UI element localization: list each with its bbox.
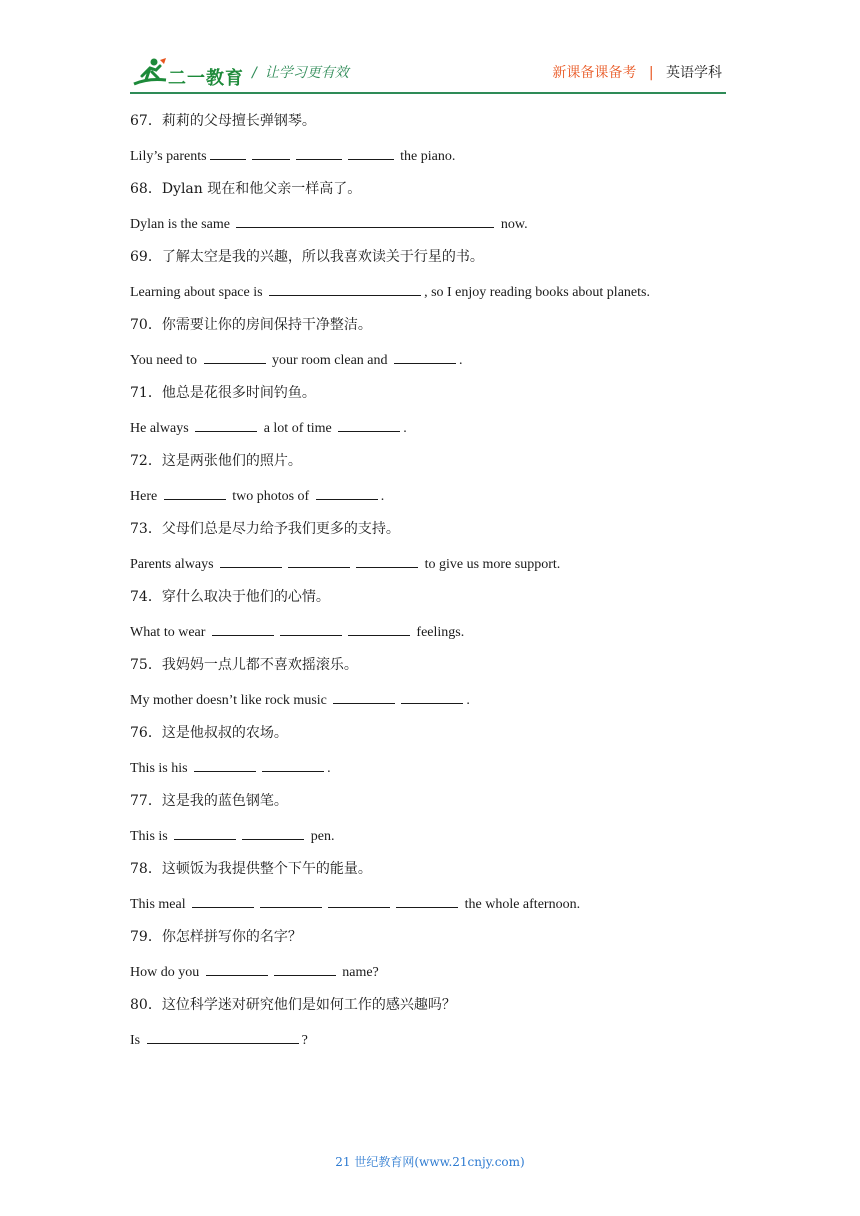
question-chinese: 70．你需要让你的房间保持干净整洁。 — [130, 317, 372, 333]
answer-blank[interactable] — [174, 824, 236, 840]
logo-text: 二一教育 — [168, 68, 244, 89]
sentence-text: , so I enjoy reading books about planets. — [424, 285, 650, 300]
exercise-item — [130, 382, 730, 438]
answer-blank[interactable] — [262, 756, 324, 772]
sentence-text: the whole afternoon. — [461, 897, 581, 912]
sentence-text: Is — [130, 1033, 144, 1048]
sentence-text: Here — [130, 489, 161, 504]
answer-sentence — [130, 1028, 730, 1050]
sentence-text: to give us more support. — [421, 557, 561, 572]
sentence-text: . — [466, 693, 470, 708]
sentence-text: Parents always — [130, 557, 218, 572]
sentence-text: Dylan is the same — [130, 217, 234, 232]
answer-sentence — [130, 280, 730, 302]
exercise-item — [130, 450, 730, 506]
tag-separator: | — [648, 65, 654, 81]
sentence-text: This is his — [130, 761, 192, 776]
answer-blank[interactable] — [195, 416, 257, 432]
answer-blank[interactable] — [296, 144, 342, 160]
sentence-text: This is — [130, 829, 172, 844]
exercise-item — [130, 654, 730, 710]
exercise-item — [130, 586, 730, 642]
runner-icon — [130, 56, 170, 90]
page-header — [130, 52, 730, 92]
exercise-list — [130, 110, 730, 1062]
sentence-text: pen. — [307, 829, 335, 844]
exercise-item — [130, 178, 730, 234]
answer-blank[interactable] — [269, 280, 421, 296]
answer-blank[interactable] — [338, 416, 400, 432]
sentence-text: . — [403, 421, 407, 436]
sentence-text: You need to — [130, 353, 201, 368]
sentence-text: . — [327, 761, 331, 776]
answer-blank[interactable] — [356, 552, 418, 568]
answer-blank[interactable] — [394, 348, 456, 364]
tag-prep: 新课备课备考 — [552, 65, 637, 81]
answer-sentence — [130, 212, 730, 234]
question-chinese: 67．莉莉的父母擅长弹钢琴。 — [130, 113, 316, 129]
answer-sentence — [130, 756, 730, 778]
answer-blank[interactable] — [396, 892, 458, 908]
answer-blank[interactable] — [316, 484, 378, 500]
answer-blank[interactable] — [242, 824, 304, 840]
answer-blank[interactable] — [164, 484, 226, 500]
answer-blank[interactable] — [147, 1028, 299, 1044]
answer-sentence — [130, 892, 730, 914]
sentence-text: This meal — [130, 897, 190, 912]
answer-blank[interactable] — [288, 552, 350, 568]
question-chinese: 76．这是他叔叔的农场。 — [130, 725, 288, 741]
question-chinese: 75．我妈妈一点儿都不喜欢摇滚乐。 — [130, 657, 358, 673]
answer-sentence — [130, 688, 730, 710]
answer-blank[interactable] — [252, 144, 290, 160]
answer-blank[interactable] — [206, 960, 268, 976]
sentence-text: name? — [338, 965, 379, 980]
answer-blank[interactable] — [401, 688, 463, 704]
question-chinese: 69．了解太空是我的兴趣，所以我喜欢读关于行星的书。 — [130, 249, 484, 265]
answer-sentence — [130, 824, 730, 846]
subject-tags — [552, 62, 722, 82]
slogan: / 让学习更有效 — [252, 65, 349, 81]
answer-blank[interactable] — [210, 144, 246, 160]
tag-subject: 英语学科 — [666, 65, 722, 81]
question-chinese: 71．他总是花很多时间钓鱼。 — [130, 385, 316, 401]
answer-blank[interactable] — [194, 756, 256, 772]
answer-blank[interactable] — [220, 552, 282, 568]
answer-blank[interactable] — [192, 892, 254, 908]
page-footer: 21 世纪教育网(www.21cnjy.com) — [335, 1155, 525, 1169]
answer-blank[interactable] — [274, 960, 336, 976]
sentence-text: the piano. — [396, 149, 456, 164]
question-chinese: 68．Dylan 现在和他父亲一样高了。 — [130, 181, 362, 197]
question-chinese: 78．这顿饭为我提供整个下午的能量。 — [130, 861, 372, 877]
exercise-item — [130, 790, 730, 846]
answer-sentence — [130, 960, 730, 982]
sentence-text: How do you — [130, 965, 203, 980]
question-chinese: 72．这是两张他们的照片。 — [130, 453, 302, 469]
answer-blank[interactable] — [348, 620, 410, 636]
answer-blank[interactable] — [204, 348, 266, 364]
answer-blank[interactable] — [236, 212, 494, 228]
brand-logo — [130, 56, 245, 90]
answer-sentence — [130, 552, 730, 574]
sentence-text: now. — [497, 217, 528, 232]
exercise-item — [130, 518, 730, 574]
sentence-text: Lily’s parents — [130, 149, 207, 164]
question-chinese: 79．你怎样拼写你的名字？ — [130, 929, 302, 945]
sentence-text: Learning about space is — [130, 285, 267, 300]
sentence-text: My mother doesn’t like rock music — [130, 693, 331, 708]
exercise-item — [130, 858, 730, 914]
sentence-text: a lot of time — [260, 421, 336, 436]
answer-blank[interactable] — [280, 620, 342, 636]
sentence-text: two photos of — [228, 489, 313, 504]
answer-blank[interactable] — [260, 892, 322, 908]
exercise-item — [130, 994, 730, 1050]
answer-sentence — [130, 348, 730, 370]
sentence-text: He always — [130, 421, 193, 436]
answer-sentence — [130, 416, 730, 438]
answer-sentence — [130, 620, 730, 642]
sentence-text: your room clean and — [268, 353, 391, 368]
sentence-text: feelings. — [412, 625, 465, 640]
exercise-item — [130, 314, 730, 370]
slogan-text: 让学习更有效 — [264, 65, 349, 81]
answer-blank[interactable] — [333, 688, 395, 704]
question-chinese: 73．父母们总是尽力给予我们更多的支持。 — [130, 521, 400, 537]
answer-blank[interactable] — [212, 620, 274, 636]
answer-blank[interactable] — [328, 892, 390, 908]
sentence-text: ? — [301, 1033, 308, 1048]
sentence-text: What to wear — [130, 625, 209, 640]
exercise-item — [130, 110, 730, 166]
sentence-text: . — [459, 353, 463, 368]
sentence-text: . — [380, 489, 385, 504]
header-divider — [130, 92, 726, 94]
question-chinese: 74．穿什么取决于他们的心情。 — [130, 589, 330, 605]
exercise-item — [130, 722, 730, 778]
answer-blank[interactable] — [348, 144, 394, 160]
exercise-item — [130, 926, 730, 982]
question-chinese: 77．这是我的蓝色钢笔。 — [130, 793, 288, 809]
exercise-item — [130, 246, 730, 302]
answer-sentence — [130, 144, 730, 166]
question-chinese: 80．这位科学迷对研究他们是如何工作的感兴趣吗？ — [130, 997, 456, 1013]
answer-sentence — [130, 484, 730, 506]
